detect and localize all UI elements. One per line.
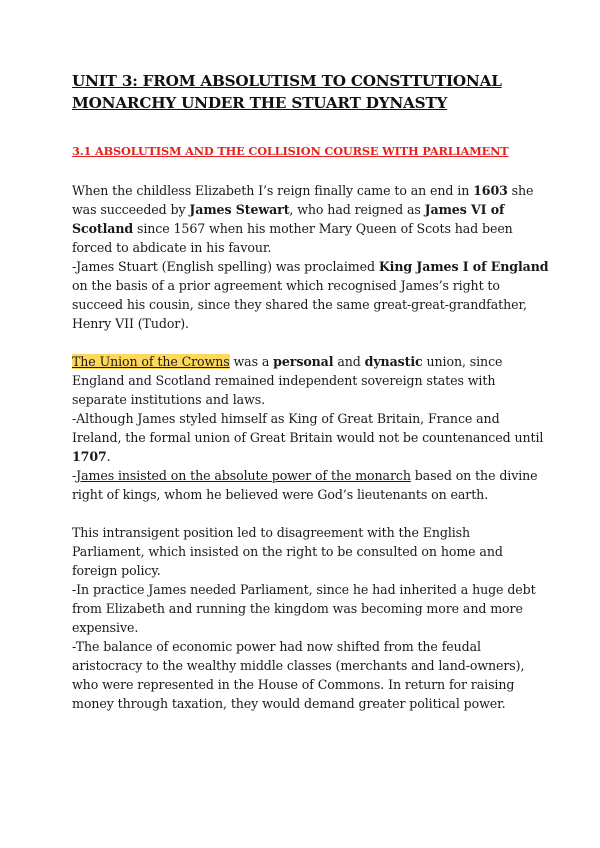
text-line: money through taxation, they would demand greater political power. [72,696,506,711]
bold-king-james-i: King James I of England [378,259,549,274]
document-page [72,70,549,713]
text-line: -The balance of economic power had now shifted from the feudal [72,639,481,654]
text-line [72,352,542,371]
unit-title-line-1: UNIT 3: FROM ABSOLUTISM TO CONSTTUTIONAL [72,72,502,90]
text-line [72,447,542,466]
text-span: based on the divine [410,468,538,483]
text-line [72,200,542,219]
text-span: was succeeded by [72,202,190,217]
text-line: England and Scotland remained independent sovereign states with [72,373,496,388]
text-span: . [106,449,111,464]
paragraph-elizabeth-succession [72,181,549,333]
text-line: aristocracy to the wealthy middle classes (merchants and land-owners), [72,658,525,673]
unit-title [72,70,542,114]
section-heading: 3.1 ABSOLUTISM AND THE COLLISION COURSE WITH PARLIAMENT [72,144,509,158]
bold-year-1707: 1707 [72,449,107,464]
paragraph-union-of-crowns [72,352,542,504]
text-line: who were represented in the House of Commons. In return for raising [72,677,515,692]
text-span: - [72,468,77,483]
text-line: forced to abdicate in his favour. [72,240,272,255]
text-line: on the basis of a prior agreement which recognised James’s right to [72,278,500,293]
bold-personal: personal [273,354,334,369]
paragraph-parliament-conflict [72,523,542,713]
text-span: she [507,183,534,198]
unit-title-line-2: MONARCHY UNDER THE STUART DYNASTY [72,94,448,112]
text-line: -In practice James needed Parliament, since he had inherited a huge debt [72,582,536,597]
text-span: since 1567 when his mother Mary Queen of Scots had been [133,221,513,236]
text-line: separate institutions and laws. [72,392,266,407]
text-line: Henry VII (Tudor). [72,316,189,331]
text-span: union, since [422,354,503,369]
text-span: was a [229,354,274,369]
bold-dynastic: dynastic [364,354,423,369]
bold-james-vi: James VI of [424,202,505,217]
bold-james-stewart: James Stewart [189,202,290,217]
underlined-absolute-power: James insisted on the absolute power of the monarch [76,468,411,483]
text-line [72,466,542,485]
text-line: expensive. [72,620,139,635]
text-line: Ireland, the formal union of Great Britain would not be countenanced until [72,430,544,445]
text-line [72,181,542,200]
text-line: -Although James styled himself as King of Great Britain, France and [72,411,500,426]
text-line: right of kings, whom he believed were God’s lieutenants on earth. [72,487,489,502]
text-line: Parliament, which insisted on the right to be consulted on home and [72,544,503,559]
highlighted-union-of-crowns: The Union of the Crowns [72,354,230,369]
text-line [72,219,542,238]
text-span: -James Stuart (English spelling) was proclaimed [72,259,379,274]
text-span: and [333,354,365,369]
text-line [72,257,549,276]
text-span: When the childless Elizabeth I’s reign finally came to an end in [72,183,474,198]
text-line: succeed his cousin, since they shared the same great-great-grandfather, [72,297,527,312]
text-span: , who had reigned as [289,202,425,217]
bold-year-1603: 1603 [473,183,508,198]
bold-scotland: Scotland [72,221,134,236]
text-line: from Elizabeth and running the kingdom was becoming more and more [72,601,523,616]
text-line: foreign policy. [72,563,161,578]
text-line: This intransigent position led to disagreement with the English [72,525,471,540]
